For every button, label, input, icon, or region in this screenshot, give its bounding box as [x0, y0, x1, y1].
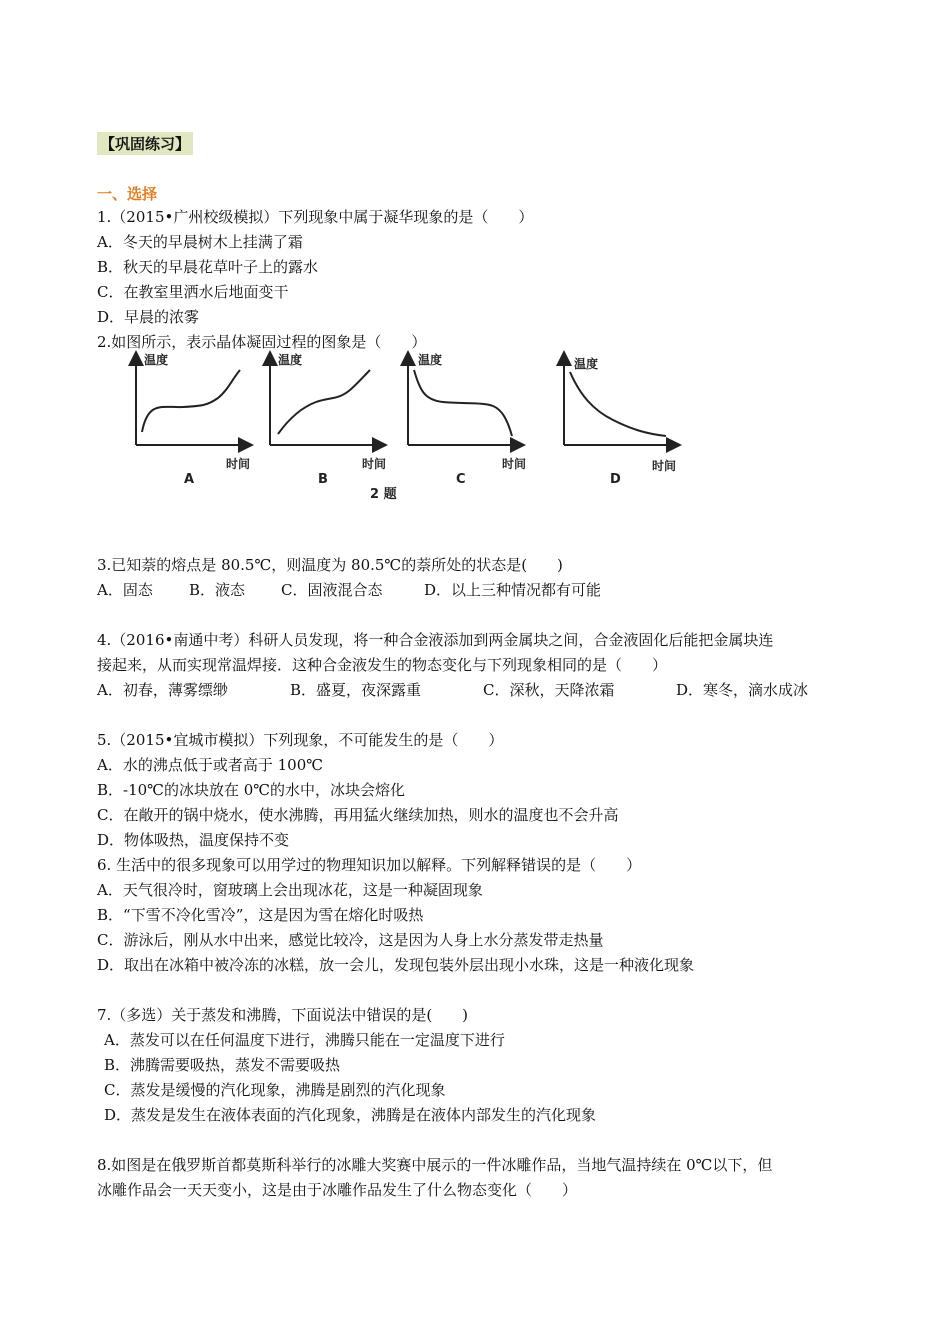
xlabel-a: 时间	[226, 457, 251, 471]
section-heading: 【巩固练习】	[97, 132, 193, 155]
q4-option-a: A．初春，薄雾缥缈	[97, 681, 228, 699]
q3-option-a: A．固态	[97, 581, 153, 599]
q5-option-b: B．-10℃的冰块放在 0℃的水中，冰块会熔化	[97, 781, 406, 799]
q4-option-c: C．深秋，天降浓霜	[483, 681, 615, 699]
ylabel-d: 温度	[574, 357, 599, 371]
q1-option-d: D．早晨的浓雾	[97, 308, 200, 326]
q1-option-c: C．在教室里洒水后地面变干	[97, 283, 289, 301]
q1-stem: 1.（2015•广州校级模拟）下列现象中属于凝华现象的是（ ）	[97, 208, 534, 226]
q6-option-c: C．游泳后，刚从水中出来，感觉比较冷，这是因为人身上水分蒸发带走热量	[97, 931, 604, 949]
q1-option-a: A．冬天的早晨树木上挂满了霜	[97, 233, 303, 251]
graph-panel-c	[408, 352, 526, 487]
q5-option-c: C．在敞开的锅中烧水，使水沸腾，再用猛火继续加热，则水的温度也不会升高	[97, 806, 619, 824]
q7-option-d: D．蒸发是发生在液体表面的汽化现象，沸腾是在液体内部发生的汽化现象	[104, 1106, 597, 1124]
q2-stem: 2.如图所示，表示晶体凝固过程的图象是（ ）	[97, 333, 427, 351]
panel-label-d: D	[610, 472, 621, 487]
q2-figure	[118, 350, 698, 510]
q4-option-d: D．寒冬，滴水成冰	[676, 681, 809, 699]
q6-option-a: A．天气很冷时，窗玻璃上会出现冰花，这是一种凝固现象	[97, 881, 483, 899]
q6-option-b: B．“下雪不冷化雪冷”，这是因为雪在熔化时吸热	[97, 906, 424, 924]
graph-panel-d	[564, 356, 676, 487]
xlabel-c: 时间	[502, 457, 527, 471]
ylabel-c: 温度	[418, 353, 443, 367]
xlabel-b: 时间	[362, 457, 387, 471]
ylabel-a: 温度	[144, 353, 169, 367]
q3-stem: 3.已知萘的熔点是 80.5℃，则温度为 80.5℃的萘所处的状态是( )	[97, 556, 563, 574]
q5-option-d: D．物体吸热，温度保持不变	[97, 831, 290, 849]
q3-option-d: D．以上三种情况都有可能	[424, 581, 602, 599]
q7-option-a: A．蒸发可以在任何温度下进行，沸腾只能在一定温度下进行	[104, 1031, 505, 1049]
graph-panel-b	[270, 352, 386, 487]
q8-stem-continued: 冰雕作品会一天天变小，这是由于冰雕作品发生了什么物态变化（ ）	[97, 1181, 578, 1199]
q5-option-a: A．水的沸点低于或者高于 100℃	[97, 756, 324, 774]
xlabel-d: 时间	[652, 459, 677, 473]
panel-label-a: A	[184, 472, 195, 487]
ylabel-b: 温度	[278, 353, 303, 367]
q3-option-c: C．固液混合态	[281, 581, 383, 599]
q7-option-b: B．沸腾需要吸热，蒸发不需要吸热	[104, 1056, 341, 1074]
q4-stem: 4.（2016•南通中考）科研人员发现，将一种合金液添加到两金属块之间，合金液固化后能把金属块连	[97, 631, 774, 649]
q7-option-c: C．蒸发是缓慢的汽化现象，沸腾是剧烈的汽化现象	[104, 1081, 446, 1099]
q5-stem: 5.（2015•宜城市模拟）下列现象，不可能发生的是（ ）	[97, 731, 504, 749]
q7-stem: 7.（多选）关于蒸发和沸腾，下面说法中错误的是( )	[97, 1006, 469, 1024]
figure-caption: 2 题	[370, 487, 397, 502]
q4-stem-continued: 接起来，从而实现常温焊接．这种合金液发生的物态变化与下列现象相同的是（ ）	[97, 656, 668, 674]
q4-option-b: B．盛夏，夜深露重	[290, 681, 422, 699]
graph-panel-a	[136, 352, 250, 487]
q3-options	[97, 580, 601, 600]
q4-options	[97, 680, 808, 700]
panel-label-c: C	[456, 472, 466, 487]
q1-option-b: B．秋天的早晨花草叶子上的露水	[97, 258, 319, 276]
q3-option-b: B．液态	[189, 581, 246, 599]
q6-stem: 6. 生活中的很多现象可以用学过的物理知识加以解释。下列解释错误的是（ ）	[97, 856, 642, 874]
q8-stem: 8.如图是在俄罗斯首都莫斯科举行的冰雕大奖赛中展示的一件冰雕作品，当地气温持续在 0℃以下，但	[97, 1156, 773, 1174]
panel-label-b: B	[318, 472, 328, 487]
section-title: 一、选择	[97, 185, 158, 203]
q6-option-d: D．取出在冰箱中被冷冻的冰糕，放一会儿，发现包装外层出现小水珠，这是一种液化现象	[97, 956, 695, 974]
